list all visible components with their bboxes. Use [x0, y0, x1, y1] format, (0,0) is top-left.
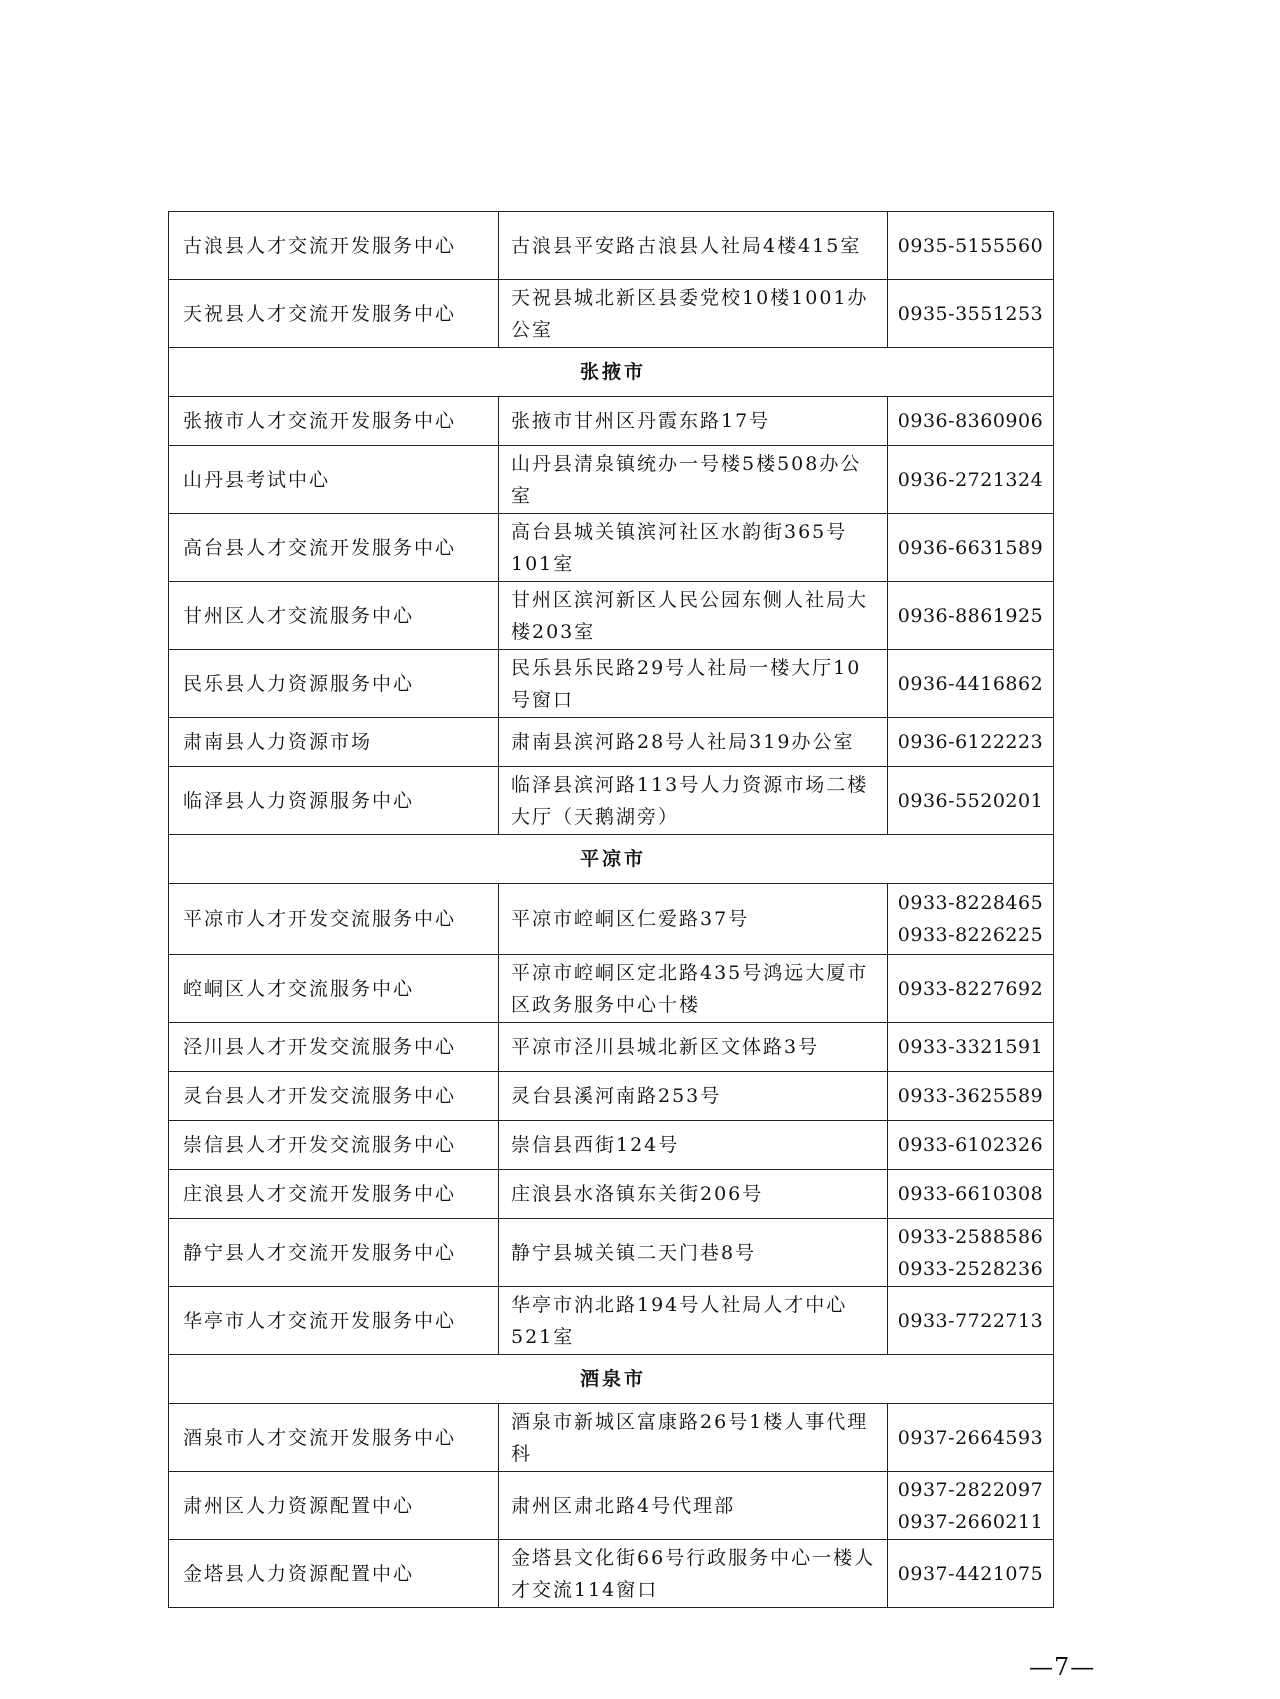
- phone-number: 0933-3625589: [897, 1085, 1044, 1107]
- phone-number: 0937-2664593: [897, 1426, 1044, 1449]
- table-row: [169, 1404, 1054, 1472]
- phone-number: 0933-6102326: [897, 1134, 1044, 1156]
- phone-cell: [888, 767, 1054, 835]
- table-row: [169, 955, 1054, 1023]
- organization-address: 平凉市泾川县城北新区文体路3号: [499, 1023, 888, 1072]
- organization-name: 张掖市人才交流开发服务中心: [169, 397, 499, 446]
- phone-cell: [888, 1072, 1054, 1121]
- organization-name: 民乐县人力资源服务中心: [169, 650, 499, 718]
- organization-name: 灵台县人才开发交流服务中心: [169, 1072, 499, 1121]
- organization-name: 高台县人才交流开发服务中心: [169, 514, 499, 582]
- phone-number: 0937-2660211: [897, 1510, 1044, 1533]
- table-row: [169, 397, 1054, 446]
- page-number: —7—: [1029, 1653, 1096, 1681]
- table-row: [169, 446, 1054, 514]
- section-header-row: [169, 1355, 1054, 1404]
- phone-cell: [888, 1540, 1054, 1608]
- table-row: [169, 1472, 1054, 1540]
- phone-cell: [888, 1287, 1054, 1355]
- phone-number: 0937-4421075: [897, 1562, 1044, 1585]
- phone-cell: [888, 397, 1054, 446]
- phone-cell: [888, 1170, 1054, 1219]
- phone-number: 0937-2822097: [897, 1478, 1044, 1501]
- phone-cell: [888, 280, 1054, 348]
- phone-number: 0935-5155560: [897, 234, 1044, 257]
- phone-cell: [888, 212, 1054, 280]
- section-title: 张掖市: [169, 348, 1054, 397]
- table-row: [169, 767, 1054, 835]
- phone-number: 0933-6610308: [897, 1183, 1044, 1205]
- contact-table-body: [169, 212, 1054, 1608]
- organization-name: 泾川县人才开发交流服务中心: [169, 1023, 499, 1072]
- phone-number: 0936-8360906: [897, 410, 1044, 432]
- phone-cell: [888, 718, 1054, 767]
- phone-cell: [888, 1472, 1054, 1540]
- organization-name: 华亭市人才交流开发服务中心: [169, 1287, 499, 1355]
- phone-number: 0936-6122223: [897, 731, 1044, 753]
- organization-address: 酒泉市新城区富康路26号1楼人事代理科: [499, 1404, 888, 1472]
- phone-number: 0933-8226225: [897, 924, 1044, 946]
- organization-name: 金塔县人力资源配置中心: [169, 1540, 499, 1608]
- organization-address: 静宁县城关镇二天门巷8号: [499, 1219, 888, 1287]
- phone-cell: [888, 1219, 1054, 1287]
- organization-name: 崇信县人才开发交流服务中心: [169, 1121, 499, 1170]
- section-header-row: [169, 348, 1054, 397]
- table-row: [169, 1219, 1054, 1287]
- organization-name: 静宁县人才交流开发服务中心: [169, 1219, 499, 1287]
- phone-cell: [888, 650, 1054, 718]
- organization-address: 平凉市崆峒区仁爱路37号: [499, 884, 888, 955]
- organization-name: 平凉市人才开发交流服务中心: [169, 884, 499, 955]
- phone-number: 0933-3321591: [897, 1036, 1044, 1058]
- organization-name: 山丹县考试中心: [169, 446, 499, 514]
- organization-address: 天祝县城北新区县委党校10楼1001办公室: [499, 280, 888, 348]
- organization-name: 临泽县人力资源服务中心: [169, 767, 499, 835]
- phone-cell: [888, 1121, 1054, 1170]
- section-header-row: [169, 835, 1054, 884]
- section-title: 平凉市: [169, 835, 1054, 884]
- organization-address: 金塔县文化街66号行政服务中心一楼人才交流114窗口: [499, 1540, 888, 1608]
- organization-address: 张掖市甘州区丹霞东路17号: [499, 397, 888, 446]
- organization-address: 肃南县滨河路28号人社局319办公室: [499, 718, 888, 767]
- contact-table: [168, 211, 1054, 1608]
- organization-address: 临泽县滨河路113号人力资源市场二楼大厅（天鹅湖旁）: [499, 767, 888, 835]
- phone-number: 0936-2721324: [897, 468, 1044, 491]
- organization-address: 肃州区肃北路4号代理部: [499, 1472, 888, 1540]
- organization-address: 山丹县清泉镇统办一号楼5楼508办公室: [499, 446, 888, 514]
- table-row: [169, 1023, 1054, 1072]
- organization-address: 平凉市崆峒区定北路435号鸿远大厦市区政务服务中心十楼: [499, 955, 888, 1023]
- phone-number: 0933-2528236: [897, 1257, 1044, 1280]
- phone-number: 0936-5520201: [897, 789, 1044, 812]
- phone-cell: [888, 884, 1054, 955]
- table-row: [169, 1121, 1054, 1170]
- organization-name: 天祝县人才交流开发服务中心: [169, 280, 499, 348]
- phone-number: 0936-6631589: [897, 536, 1044, 559]
- phone-number: 0933-2588586: [897, 1225, 1044, 1248]
- organization-name: 肃州区人力资源配置中心: [169, 1472, 499, 1540]
- table-row: [169, 212, 1054, 280]
- table-row: [169, 1170, 1054, 1219]
- phone-number: 0933-7722713: [897, 1309, 1044, 1332]
- table-row: [169, 884, 1054, 955]
- organization-name: 肃南县人力资源市场: [169, 718, 499, 767]
- table-row: [169, 650, 1054, 718]
- organization-name: 甘州区人才交流服务中心: [169, 582, 499, 650]
- phone-cell: [888, 1023, 1054, 1072]
- organization-address: 崇信县西街124号: [499, 1121, 888, 1170]
- organization-address: 灵台县溪河南路253号: [499, 1072, 888, 1121]
- phone-number: 0933-8227692: [897, 977, 1044, 1000]
- organization-address: 甘州区滨河新区人民公园东侧人社局大楼203室: [499, 582, 888, 650]
- organization-name: 酒泉市人才交流开发服务中心: [169, 1404, 499, 1472]
- section-title: 酒泉市: [169, 1355, 1054, 1404]
- table-row: [169, 718, 1054, 767]
- organization-address: 华亭市汭北路194号人社局人才中心521室: [499, 1287, 888, 1355]
- table-row: [169, 280, 1054, 348]
- phone-number: 0935-3551253: [897, 302, 1044, 325]
- phone-cell: [888, 1404, 1054, 1472]
- table-row: [169, 1287, 1054, 1355]
- organization-name: 庄浪县人才交流开发服务中心: [169, 1170, 499, 1219]
- organization-name: 古浪县人才交流开发服务中心: [169, 212, 499, 280]
- organization-address: 古浪县平安路古浪县人社局4楼415室: [499, 212, 888, 280]
- phone-number: 0933-8228465: [897, 892, 1044, 914]
- organization-address: 庄浪县水洛镇东关街206号: [499, 1170, 888, 1219]
- table-row: [169, 582, 1054, 650]
- phone-cell: [888, 514, 1054, 582]
- table-row: [169, 514, 1054, 582]
- phone-cell: [888, 582, 1054, 650]
- table-row: [169, 1540, 1054, 1608]
- organization-address: 民乐县乐民路29号人社局一楼大厅10号窗口: [499, 650, 888, 718]
- phone-cell: [888, 955, 1054, 1023]
- organization-address: 高台县城关镇滨河社区水韵街365号101室: [499, 514, 888, 582]
- table-row: [169, 1072, 1054, 1121]
- phone-number: 0936-8861925: [897, 604, 1044, 627]
- phone-number: 0936-4416862: [897, 672, 1044, 695]
- phone-cell: [888, 446, 1054, 514]
- organization-name: 崆峒区人才交流服务中心: [169, 955, 499, 1023]
